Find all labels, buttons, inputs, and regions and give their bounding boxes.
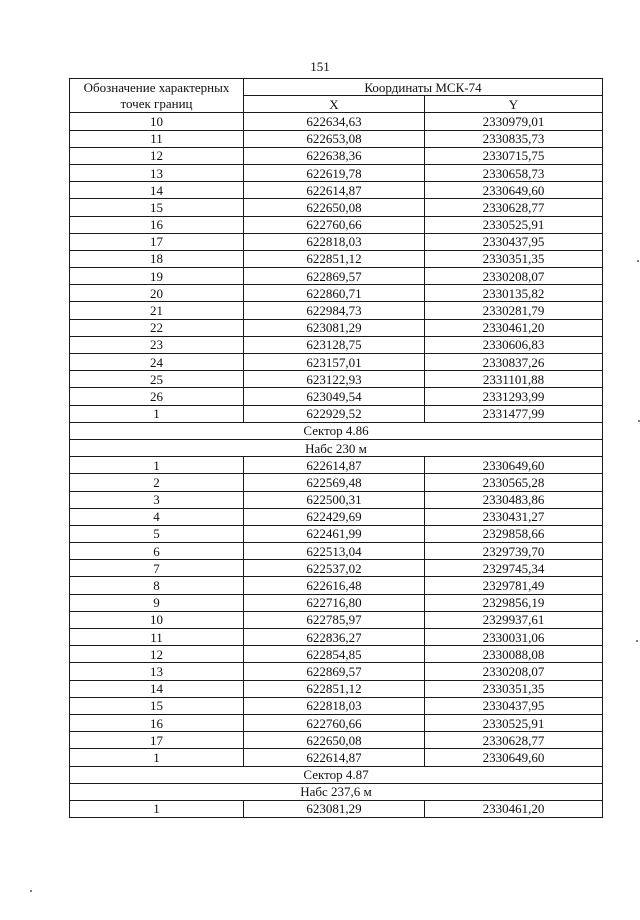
table-row (70, 800, 603, 817)
table-row (70, 388, 603, 405)
point-number-cell: 15 (70, 199, 244, 216)
table-row (70, 508, 603, 525)
table-row (70, 611, 603, 628)
y-coordinate-cell: 2330208,07 (425, 268, 603, 285)
y-coordinate-cell: 2330135,82 (425, 285, 603, 302)
section-row (70, 783, 603, 800)
table-row (70, 457, 603, 474)
y-header: Y (425, 96, 603, 113)
x-coordinate-cell: 622851,12 (244, 680, 425, 697)
x-coordinate-cell: 622650,08 (244, 732, 425, 749)
y-coordinate-cell: 2330351,35 (425, 680, 603, 697)
y-coordinate-cell: 2331477,99 (425, 405, 603, 422)
y-coordinate-cell: 2330658,73 (425, 164, 603, 181)
table-row (70, 405, 603, 422)
y-coordinate-cell: 2330431,27 (425, 508, 603, 525)
table-row (70, 594, 603, 611)
y-coordinate-cell: 2330565,28 (425, 474, 603, 491)
point-number-cell: 11 (70, 130, 244, 147)
table-body (70, 113, 603, 818)
y-coordinate-cell: 2330437,95 (425, 697, 603, 714)
section-row (70, 766, 603, 783)
table-row (70, 474, 603, 491)
x-coordinate-cell: 623122,93 (244, 371, 425, 388)
table-row (70, 216, 603, 233)
x-coordinate-cell: 622760,66 (244, 216, 425, 233)
y-coordinate-cell: 2330649,60 (425, 182, 603, 199)
point-number-cell: 9 (70, 594, 244, 611)
point-number-cell: 18 (70, 250, 244, 267)
point-number-cell: 17 (70, 732, 244, 749)
x-coordinate-cell: 622634,63 (244, 113, 425, 130)
y-coordinate-cell: 2330525,91 (425, 714, 603, 731)
point-number-cell: 16 (70, 216, 244, 233)
y-coordinate-cell: 2330835,73 (425, 130, 603, 147)
x-coordinate-cell: 622869,57 (244, 663, 425, 680)
table-row (70, 525, 603, 542)
x-coordinate-cell: 622638,36 (244, 147, 425, 164)
y-coordinate-cell: 2330461,20 (425, 800, 603, 817)
x-coordinate-cell: 622500,31 (244, 491, 425, 508)
point-number-cell: 10 (70, 611, 244, 628)
y-coordinate-cell: 2329745,34 (425, 560, 603, 577)
y-coordinate-cell: 2330437,95 (425, 233, 603, 250)
scan-speck (30, 890, 32, 892)
x-coordinate-cell: 622836,27 (244, 629, 425, 646)
coordinate-system-header: Координаты МСК-74 (244, 79, 603, 96)
table-header (70, 79, 603, 113)
point-number-cell: 17 (70, 233, 244, 250)
x-coordinate-cell: 622716,80 (244, 594, 425, 611)
point-number-cell: 13 (70, 164, 244, 181)
y-coordinate-cell: 2330461,20 (425, 319, 603, 336)
table-row (70, 268, 603, 285)
x-coordinate-cell: 622760,66 (244, 714, 425, 731)
y-coordinate-cell: 2330837,26 (425, 354, 603, 371)
y-coordinate-cell: 2330628,77 (425, 732, 603, 749)
x-coordinate-cell: 622860,71 (244, 285, 425, 302)
table-row (70, 732, 603, 749)
point-number-cell: 3 (70, 491, 244, 508)
table-row (70, 250, 603, 267)
table-row (70, 663, 603, 680)
y-coordinate-cell: 2330031,06 (425, 629, 603, 646)
x-coordinate-cell: 622537,02 (244, 560, 425, 577)
point-number-cell: 21 (70, 302, 244, 319)
section-label: Набс 230 м (70, 439, 603, 456)
y-coordinate-cell: 2330628,77 (425, 199, 603, 216)
x-coordinate-cell: 623128,75 (244, 336, 425, 353)
table-row (70, 319, 603, 336)
point-number-cell: 25 (70, 371, 244, 388)
table-row (70, 697, 603, 714)
x-header: X (244, 96, 425, 113)
x-coordinate-cell: 622614,87 (244, 749, 425, 766)
point-number-cell: 6 (70, 543, 244, 560)
table-row (70, 560, 603, 577)
point-number-cell: 2 (70, 474, 244, 491)
x-coordinate-cell: 622854,85 (244, 646, 425, 663)
y-coordinate-cell: 2330525,91 (425, 216, 603, 233)
table-row (70, 577, 603, 594)
x-coordinate-cell: 622984,73 (244, 302, 425, 319)
section-row (70, 422, 603, 439)
y-coordinate-cell: 2329858,66 (425, 525, 603, 542)
y-coordinate-cell: 2331101,88 (425, 371, 603, 388)
boundary-points-header: Обозначение характерных точек границ (70, 79, 244, 113)
x-coordinate-cell: 622614,87 (244, 457, 425, 474)
point-number-cell: 1 (70, 749, 244, 766)
x-coordinate-cell: 622851,12 (244, 250, 425, 267)
point-number-cell: 14 (70, 182, 244, 199)
page-number: 151 (310, 59, 330, 74)
y-coordinate-cell: 2330979,01 (425, 113, 603, 130)
section-label: Сектор 4.87 (70, 766, 603, 783)
y-coordinate-cell: 2330088,08 (425, 646, 603, 663)
point-number-cell: 19 (70, 268, 244, 285)
point-number-cell: 12 (70, 147, 244, 164)
y-coordinate-cell: 2331293,99 (425, 388, 603, 405)
x-coordinate-cell: 622513,04 (244, 543, 425, 560)
table-row (70, 130, 603, 147)
x-coordinate-cell: 623081,29 (244, 800, 425, 817)
point-number-cell: 1 (70, 457, 244, 474)
table-row (70, 182, 603, 199)
x-coordinate-cell: 622569,48 (244, 474, 425, 491)
point-number-cell: 8 (70, 577, 244, 594)
x-coordinate-cell: 623049,54 (244, 388, 425, 405)
table-row (70, 354, 603, 371)
table-row (70, 233, 603, 250)
y-coordinate-cell: 2330606,83 (425, 336, 603, 353)
y-coordinate-cell: 2329739,70 (425, 543, 603, 560)
x-coordinate-cell: 622869,57 (244, 268, 425, 285)
point-number-cell: 16 (70, 714, 244, 731)
section-row (70, 439, 603, 456)
y-coordinate-cell: 2330281,79 (425, 302, 603, 319)
y-coordinate-cell: 2329937,61 (425, 611, 603, 628)
x-coordinate-cell: 622785,97 (244, 611, 425, 628)
point-number-cell: 11 (70, 629, 244, 646)
table-row (70, 302, 603, 319)
coordinates-table (69, 78, 603, 818)
table-row (70, 543, 603, 560)
y-coordinate-cell: 2330649,60 (425, 457, 603, 474)
point-number-cell: 22 (70, 319, 244, 336)
table-row (70, 714, 603, 731)
table-row (70, 199, 603, 216)
x-coordinate-cell: 623157,01 (244, 354, 425, 371)
y-coordinate-cell: 2330208,07 (425, 663, 603, 680)
y-coordinate-cell: 2329856,19 (425, 594, 603, 611)
x-coordinate-cell: 622616,48 (244, 577, 425, 594)
y-coordinate-cell: 2330351,35 (425, 250, 603, 267)
point-number-cell: 14 (70, 680, 244, 697)
point-number-cell: 1 (70, 800, 244, 817)
y-coordinate-cell: 2330483,86 (425, 491, 603, 508)
x-coordinate-cell: 622818,03 (244, 697, 425, 714)
point-number-cell: 4 (70, 508, 244, 525)
table-row (70, 113, 603, 130)
table-row (70, 371, 603, 388)
point-number-cell: 23 (70, 336, 244, 353)
point-number-cell: 24 (70, 354, 244, 371)
point-number-cell: 15 (70, 697, 244, 714)
table-row (70, 147, 603, 164)
table-row (70, 285, 603, 302)
point-number-cell: 13 (70, 663, 244, 680)
table-row (70, 646, 603, 663)
point-number-cell: 1 (70, 405, 244, 422)
point-number-cell: 26 (70, 388, 244, 405)
section-label: Набс 237,6 м (70, 783, 603, 800)
point-number-cell: 5 (70, 525, 244, 542)
table-row (70, 164, 603, 181)
x-coordinate-cell: 622650,08 (244, 199, 425, 216)
point-number-cell: 20 (70, 285, 244, 302)
section-label: Сектор 4.86 (70, 422, 603, 439)
y-coordinate-cell: 2329781,49 (425, 577, 603, 594)
header-row (70, 79, 603, 96)
point-number-cell: 12 (70, 646, 244, 663)
point-number-cell: 7 (70, 560, 244, 577)
y-coordinate-cell: 2330715,75 (425, 147, 603, 164)
table-row (70, 491, 603, 508)
x-coordinate-cell: 622653,08 (244, 130, 425, 147)
scan-speck (636, 640, 638, 642)
x-coordinate-cell: 622818,03 (244, 233, 425, 250)
table-row (70, 680, 603, 697)
x-coordinate-cell: 622929,52 (244, 405, 425, 422)
point-number-cell: 10 (70, 113, 244, 130)
table-row (70, 336, 603, 353)
table-row (70, 629, 603, 646)
x-coordinate-cell: 623081,29 (244, 319, 425, 336)
x-coordinate-cell: 622619,78 (244, 164, 425, 181)
scan-speck (637, 260, 639, 262)
x-coordinate-cell: 622461,99 (244, 525, 425, 542)
x-coordinate-cell: 622429,69 (244, 508, 425, 525)
y-coordinate-cell: 2330649,60 (425, 749, 603, 766)
x-coordinate-cell: 622614,87 (244, 182, 425, 199)
table-row (70, 749, 603, 766)
